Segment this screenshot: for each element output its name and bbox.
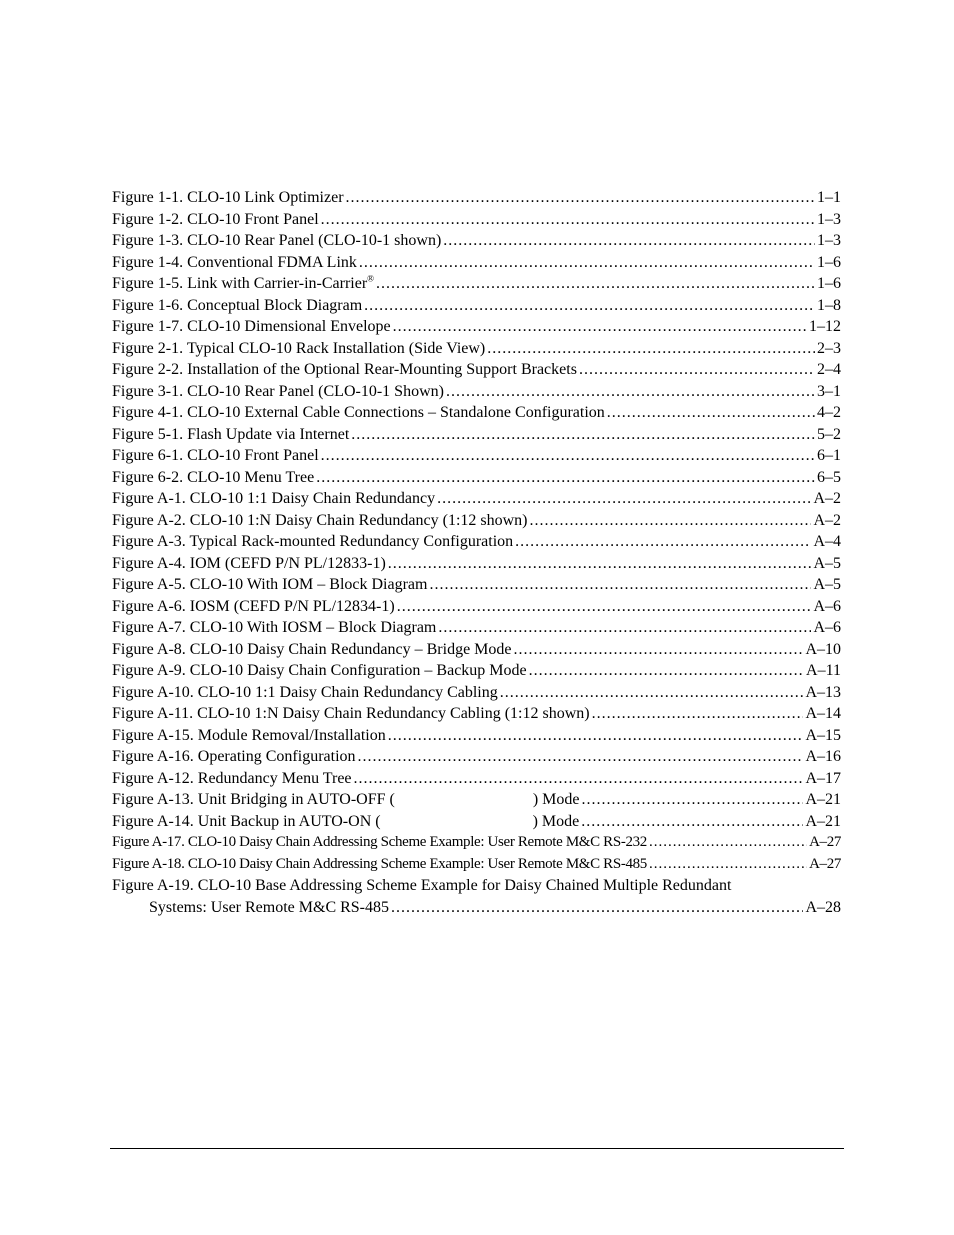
- toc-entry[interactable]: [112, 510, 841, 532]
- toc-entry[interactable]: [112, 639, 841, 661]
- last-entry: [112, 875, 841, 918]
- dot-leader: [388, 725, 804, 747]
- entry-title-end: ) Mode: [532, 812, 580, 830]
- entry-page: 1–8: [817, 296, 841, 314]
- entry-title: [112, 703, 590, 725]
- toc-entry[interactable]: [112, 338, 841, 360]
- toc-entry[interactable]: [112, 467, 841, 489]
- toc-entry[interactable]: [112, 488, 841, 510]
- dot-leader: [359, 252, 815, 274]
- dot-leader: [376, 273, 815, 295]
- entry-page: 1–6: [817, 275, 841, 292]
- dot-leader: [321, 209, 815, 231]
- toc-entry[interactable]: [112, 682, 841, 704]
- toc-entry[interactable]: [112, 445, 841, 467]
- dot-leader: [579, 359, 815, 381]
- entry-title-text: Figure A-18. CLO-10 Daisy Chain Addressing Scheme Example: User Remote M&C RS-485: [112, 855, 647, 872]
- dot-leader: [592, 703, 804, 725]
- dot-leader: [581, 789, 803, 811]
- entry-title-text: Figure A-6. IOSM (CEFD P/N PL/12834-1): [112, 597, 395, 615]
- entry-title: [112, 531, 513, 553]
- toc-entry[interactable]: [112, 359, 841, 381]
- entry-page: A–21: [805, 812, 841, 830]
- dot-leader: [649, 832, 807, 854]
- dot-leader: [581, 811, 803, 833]
- entry-title: [112, 617, 436, 639]
- dot-leader: [358, 746, 804, 768]
- entry-title: [112, 359, 577, 381]
- toc-entry[interactable]: [112, 252, 841, 274]
- entry-page: A–17: [805, 769, 841, 787]
- entry-page: 1–3: [817, 210, 841, 228]
- toc-entry[interactable]: [112, 531, 841, 553]
- entry-title: [112, 187, 344, 209]
- dot-leader: [515, 531, 811, 553]
- toc-entry[interactable]: [112, 295, 841, 317]
- entry-page: A–11: [806, 662, 841, 679]
- dot-leader: [364, 295, 815, 317]
- dot-leader: [351, 424, 815, 446]
- toc-entry[interactable]: [112, 316, 841, 338]
- dot-leader: [397, 596, 812, 618]
- entry-title-text: Figure 1-1. CLO-10 Link Optimizer: [112, 189, 344, 206]
- dot-leader: [529, 660, 804, 682]
- entry-title-text: Figure 2-1. Typical CLO-10 Rack Installation (Side View): [112, 339, 486, 357]
- entry-title: [112, 230, 441, 252]
- entry-title: [112, 811, 579, 833]
- entry-title-text: Figure 6-1. CLO-10 Front Panel: [112, 447, 319, 464]
- toc-entry[interactable]: [112, 660, 841, 682]
- entry-page: A–6: [813, 597, 841, 615]
- list-of-figures: [112, 187, 841, 875]
- dot-leader: [316, 467, 815, 489]
- entry-title-text: Figure 2-2. Installation of the Optional Rear-Mounting Support Brackets: [112, 361, 577, 378]
- entry-title-text: Figure A-16. Operating Configuration: [112, 748, 356, 765]
- dot-leader: [393, 316, 807, 338]
- entry-title: [112, 725, 386, 747]
- entry-title-text: Figure A-13. Unit Bridging in AUTO-OFF (: [112, 791, 395, 808]
- entry-page: 2–3: [817, 339, 841, 357]
- entry-page: 5–2: [817, 425, 841, 443]
- toc-entry[interactable]: [112, 617, 841, 639]
- entry-page: A–13: [805, 683, 841, 701]
- toc-entry[interactable]: [112, 832, 841, 854]
- entry-title: [112, 424, 349, 446]
- entry-title: [112, 488, 435, 510]
- entry-title: [112, 381, 444, 403]
- entry-title: [112, 660, 527, 682]
- entry-title: [112, 854, 647, 876]
- entry-title-text: Figure 1-7. CLO-10 Dimensional Envelope: [112, 318, 391, 335]
- dot-leader: [443, 230, 815, 252]
- dot-leader: [354, 768, 804, 790]
- toc-entry[interactable]: [112, 230, 841, 252]
- entry-title-text: Figure A-2. CLO-10 1:N Daisy Chain Redundancy (1:12 shown): [112, 511, 528, 529]
- entry-title-text: Figure 4-1. CLO-10 External Cable Connections – Standalone Configuration: [112, 404, 605, 421]
- entry-title-text: Figure 1-2. CLO-10 Front Panel: [112, 210, 319, 228]
- entry-title-text: Figure 1-6. Conceptual Block Diagram: [112, 296, 363, 314]
- entry-title: [112, 746, 356, 768]
- entry-page: 1–1: [817, 189, 841, 206]
- dot-leader: [346, 187, 815, 209]
- entry-title: [112, 252, 357, 274]
- toc-entry[interactable]: [112, 273, 841, 295]
- dot-leader: [607, 402, 815, 424]
- dot-leader: [321, 445, 815, 467]
- entry-title: [112, 832, 647, 854]
- toc-entry[interactable]: [112, 789, 841, 811]
- entry-title-text: Figure A-15. Module Removal/Installation: [112, 726, 386, 744]
- entry-page: 3–1: [817, 382, 841, 400]
- entry-title-text: Figure A-14. Unit Backup in AUTO-ON (: [112, 812, 381, 830]
- entry-title-text: Figure A-5. CLO-10 With IOM – Block Diagram: [112, 576, 428, 593]
- entry-page: 2–4: [817, 361, 841, 378]
- entry-page: A–5: [813, 576, 841, 593]
- entry-title-text: Figure A-17. CLO-10 Daisy Chain Addressing Scheme Example: User Remote M&C RS-232: [112, 834, 647, 850]
- entry-title-text: Figure A-12. Redundancy Menu Tree: [112, 769, 352, 787]
- entry-title: [112, 467, 314, 489]
- entry-page: 1–12: [809, 318, 841, 335]
- entry-page: A–27: [809, 834, 841, 850]
- entry-title: [112, 402, 605, 424]
- entry-title: [112, 273, 374, 295]
- dot-leader: [487, 338, 815, 360]
- entry-title-end: ) Mode: [532, 791, 580, 808]
- toc-entry[interactable]: [112, 746, 841, 768]
- entry-page: 1–3: [817, 232, 841, 249]
- entry-title: [112, 209, 319, 231]
- entry-title-text: Figure 1-4. Conventional FDMA Link: [112, 253, 357, 271]
- dot-leader: [388, 553, 812, 575]
- entry-title: [112, 510, 528, 532]
- entry-title-text: Figure A-9. CLO-10 Daisy Chain Configuration – Backup Mode: [112, 662, 527, 679]
- entry-title-text: Figure A-4. IOM (CEFD P/N PL/12833-1): [112, 554, 386, 572]
- entry-page: A–14: [805, 705, 841, 722]
- entry-title: [112, 768, 352, 790]
- entry-title-text: Figure A-1. CLO-10 1:1 Daisy Chain Redundancy: [112, 490, 436, 507]
- toc-entry[interactable]: [112, 209, 841, 231]
- entry-title: [112, 316, 391, 338]
- entry-title-text: Figure A-3. Typical Rack-mounted Redundancy Configuration: [112, 533, 514, 550]
- entry-title: [112, 338, 485, 360]
- dot-leader: [649, 854, 807, 876]
- entry-title-text: Figure 3-1. CLO-10 Rear Panel (CLO-10-1 Shown): [112, 382, 444, 400]
- entry-title-text: Figure A-7. CLO-10 With IOSM – Block Diagram: [112, 619, 437, 636]
- dot-leader: [500, 682, 804, 704]
- entry-page: 6–5: [817, 468, 841, 486]
- entry-title-text: Figure 5-1. Flash Update via Internet: [112, 425, 350, 443]
- toc-entry[interactable]: [112, 768, 841, 790]
- toc-entry[interactable]: [112, 402, 841, 424]
- entry-title-text: Figure 1-3. CLO-10 Rear Panel (CLO-10-1 shown): [112, 232, 442, 249]
- toc-entry[interactable]: [112, 424, 841, 446]
- entry-page: A–10: [805, 640, 841, 658]
- entry-page: A–28: [805, 898, 841, 916]
- dot-leader: [429, 574, 811, 596]
- registered-mark: ®: [367, 273, 374, 284]
- entry-page: 1–6: [817, 253, 841, 271]
- toc-entry[interactable]: [112, 187, 841, 209]
- entry-page: 6–1: [817, 447, 841, 464]
- entry-title: [112, 445, 319, 467]
- entry-title: [112, 682, 498, 704]
- entry-title-text: Figure A-11. CLO-10 1:N Daisy Chain Redundancy Cabling (1:12 shown): [112, 705, 590, 722]
- entry-title-text: Figure A-8. CLO-10 Daisy Chain Redundancy – Bridge Mode: [112, 640, 512, 658]
- toc-entry[interactable]: [112, 574, 841, 596]
- toc-entry[interactable]: [112, 854, 841, 876]
- entry-page: A–5: [813, 554, 841, 572]
- entry-page: A–16: [805, 748, 841, 765]
- toc-entry[interactable]: [112, 553, 841, 575]
- entry-title-text: Figure 6-2. CLO-10 Menu Tree: [112, 468, 315, 486]
- dot-leader: [530, 510, 812, 532]
- toc-entry[interactable]: [112, 596, 841, 618]
- toc-entry[interactable]: [112, 725, 841, 747]
- entry-title: [112, 295, 362, 317]
- entry-title: [112, 789, 579, 811]
- entry-title-text: Figure 1-5. Link with Carrier-in-Carrier: [112, 275, 368, 292]
- dot-leader: [438, 617, 811, 639]
- entry-title-text: Figure A-10. CLO-10 1:1 Daisy Chain Redundancy Cabling: [112, 683, 498, 701]
- entry-title: [112, 596, 395, 618]
- entry-title: [112, 639, 512, 661]
- dot-leader: [514, 639, 804, 661]
- entry-page: A–15: [805, 726, 841, 744]
- entry-page: A–2: [813, 490, 841, 507]
- toc-entry[interactable]: [112, 703, 841, 725]
- entry-page: A–6: [813, 619, 841, 636]
- entry-title-line2: Systems: User Remote M&C RS-485: [149, 898, 390, 916]
- entry-page: A–4: [813, 533, 841, 550]
- dot-leader: [437, 488, 811, 510]
- entry-page: A–2: [813, 511, 841, 529]
- entry-page: 4–2: [817, 404, 841, 421]
- entry-page: A–21: [805, 791, 841, 808]
- entry-page: A–27: [809, 855, 841, 872]
- footer-rule: [110, 1148, 844, 1149]
- entry-title-line1: Figure A-19. CLO-10 Base Addressing Scheme Example for Daisy Chained Multiple Redundant: [112, 877, 732, 894]
- entry-title: [112, 574, 427, 596]
- toc-entry[interactable]: [112, 811, 841, 833]
- dot-leader: [391, 897, 803, 919]
- entry-title: [112, 553, 386, 575]
- toc-entry[interactable]: [112, 381, 841, 403]
- entry-title-line2-row: [112, 897, 841, 919]
- dot-leader: [446, 381, 815, 403]
